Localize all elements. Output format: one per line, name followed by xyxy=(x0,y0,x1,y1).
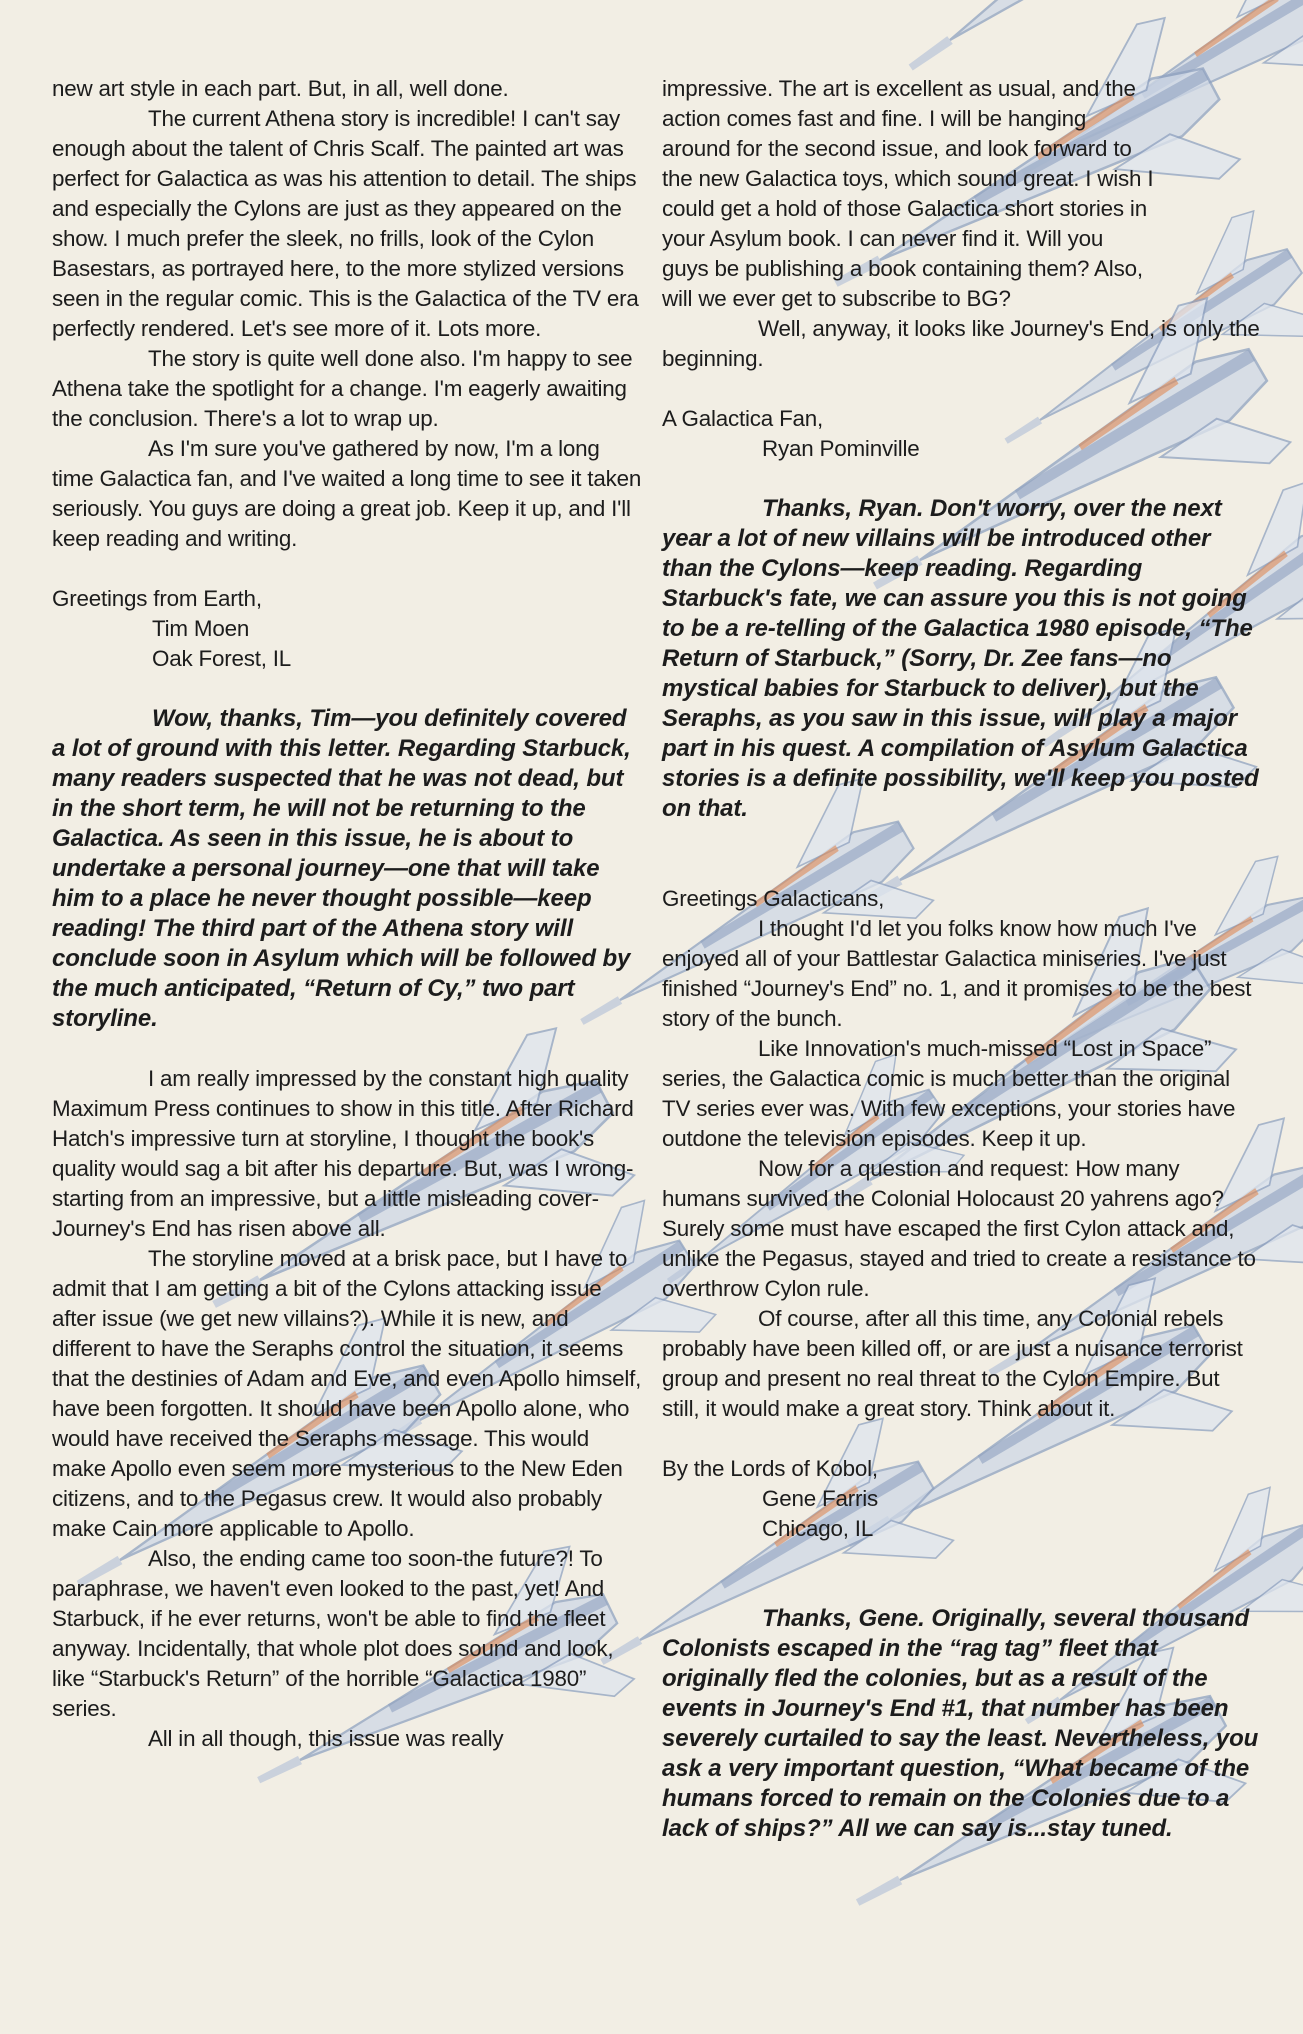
letter1-signature-name: Tim Moen xyxy=(152,616,250,641)
letter2-line: action comes fast and fine. I will be hanging xyxy=(662,106,1087,131)
letter1-paragraph: new art style in each part. But, in all, well done. xyxy=(52,76,509,101)
editor-reply-2: Thanks, Ryan. Don't worry, over the next year a lot of new villains will be introduced other than the Cylons—keep reading. Regarding Starbuck's fate, we can assure you this is not going to be a re-telling of the Galactica 1980 episode, “The Return of Starbuck,” (Sorry, Dr. Zee fans—no mystical babies for Starbuck to deliver), but the Seraphs, as you saw in this issue, will play a major part in his quest. A compilation of Asylum Galactica stories is a definite possibility, we'll keep you posted on that. xyxy=(662,495,1259,822)
left-column xyxy=(52,74,642,1754)
letter2-paragraph: I am really impressed by the constant high quality Maximum Press continues to show in this title. After Richard Hatch's impressive turn at storyline, I thought the book's quality would sag a bit after his departure. But, was I wrong-starting from an impressive, but a little misleading cover- Journey's End has risen above all. xyxy=(52,1066,634,1241)
letter3-paragraph: Now for a question and request: How many humans survived the Colonial Holocaust 20 yahrens ago? Surely some must have escaped the first Cylon attack and, unlike the Pegasus, stayed and tried to create a resistance to overthrow Cylon rule. xyxy=(662,1156,1256,1301)
letter2-line: could get a hold of those Galactica short stories in xyxy=(662,196,1147,221)
letter2-line: your Asylum book. I can never find it. Will you xyxy=(662,226,1104,251)
letter2-paragraph: The storyline moved at a brisk pace, but I have to admit that I am getting a bit of the Cylons attacking issue after issue (we get new villains?). While it is new, and different to have the Seraphs control the situation, it seems that the destinies of Adam and Eve, and even Apollo himself, have been forgotten. It should have been Apollo alone, who would have received the Seraphs message. This would make Apollo even seem more mysterious to the New Eden citizens, and to the Pegasus crew. It would also probably make Cain more applicable to Apollo. xyxy=(52,1246,642,1541)
letter3-paragraph: Like Innovation's much-missed “Lost in Space” series, the Galactica comic is much better than the original TV series ever was. With few exceptions, your stories have outdone the television episodes. Keep it up. xyxy=(662,1036,1236,1151)
letter2-signature-name: Ryan Pominville xyxy=(762,436,920,461)
letter2-line: impressive. The art is excellent as usual, and the xyxy=(662,76,1136,101)
letter1-paragraph: The story is quite well done also. I'm happy to see Athena take the spotlight for a change. I'm eagerly awaiting the conclusion. There's a lot to wrap up. xyxy=(52,346,633,431)
letter1-paragraph: The current Athena story is incredible! I can't say enough about the talent of Chris Scalf. The painted art was perfect for Galactica as was his attention to detail. The ships and especially the Cylons are just as they appeared on the show. I much prefer the sleek, no frills, look of the Cylon Basestars, as portrayed here, to the more stylized versions seen in the regular comic. This is the Galactica of the TV era perfectly rendered. Let's see more of it. Lots more. xyxy=(52,106,639,341)
letter2-paragraph: Also, the ending came too soon-the future?! To paraphrase, we haven't even looked to the past, yet! And Starbuck, if he ever returns, won't be able to find the fleet anyway. Incidentally, that whole plot does sound and look, like “Starbuck's Return” of the horrible “Galactica 1980” series. xyxy=(52,1546,614,1721)
letter2-paragraph: All in all though, this issue was really xyxy=(148,1726,504,1751)
letter3-signature-location: Chicago, IL xyxy=(762,1516,874,1541)
letter2-line: guys be publishing a book containing them? Also, xyxy=(662,256,1143,281)
letter1-signature-location: Oak Forest, IL xyxy=(152,646,292,671)
letter2-line: will we ever get to subscribe to BG? xyxy=(662,286,1011,311)
letter2-line: the new Galactica toys, which sound great. I wish I xyxy=(662,166,1154,191)
letter2-paragraph: Well, anyway, it looks like Journey's End, is only the beginning. xyxy=(662,316,1260,371)
letter3-paragraph: I thought I'd let you folks know how much I've enjoyed all of your Battlestar Galactica miniseries. I've just finished “Journey's End” no. 1, and it promises to be the best story of the bunch. xyxy=(662,916,1252,1031)
letter3-signature-name: Gene Farris xyxy=(762,1486,879,1511)
letter1-closing: Greetings from Earth, xyxy=(52,586,262,611)
letter2-closing: A Galactica Fan, xyxy=(662,406,824,431)
letter3-paragraph: Of course, after all this time, any Colonial rebels probably have been killed off, or are just a nuisance terrorist group and present no real threat to the Cylon Empire. But still, it would make a great story. Think about it. xyxy=(662,1306,1243,1421)
letter3-greeting: Greetings Galacticans, xyxy=(662,886,885,911)
letter1-paragraph: As I'm sure you've gathered by now, I'm a long time Galactica fan, and I've waited a long time to see it taken seriously. You guys are doing a great job. Keep it up, and I'll keep reading and writing. xyxy=(52,436,642,551)
editor-reply-3: Thanks, Gene. Originally, several thousand Colonists escaped in the “rag tag” fleet that originally fled the colonies, but as a result of the events in Journey's End #1, that number has been severely curtailed to say the least. Nevertheless, you ask a very important question, “What became of the humans forced to remain on the Colonies due to a lack of ships?” All we can say is...stay tuned. xyxy=(662,1605,1259,1842)
editor-reply-1: Wow, thanks, Tim—you definitely covered a lot of ground with this letter. Regarding Starbuck, many readers suspected that he was not dead, but in the short term, he will not be returning to the Galactica. As seen in this issue, he is about to undertake a personal journey—one that will take him to a place he never thought possible—keep reading! The third part of the Athena story will conclude soon in Asylum which will be followed by the much anticipated, “Return of Cy,” two part storyline. xyxy=(52,705,631,1032)
letter2-line: around for the second issue, and look forward to xyxy=(662,136,1132,161)
right-column xyxy=(662,74,1262,1844)
letter3-closing: By the Lords of Kobol, xyxy=(662,1456,878,1481)
